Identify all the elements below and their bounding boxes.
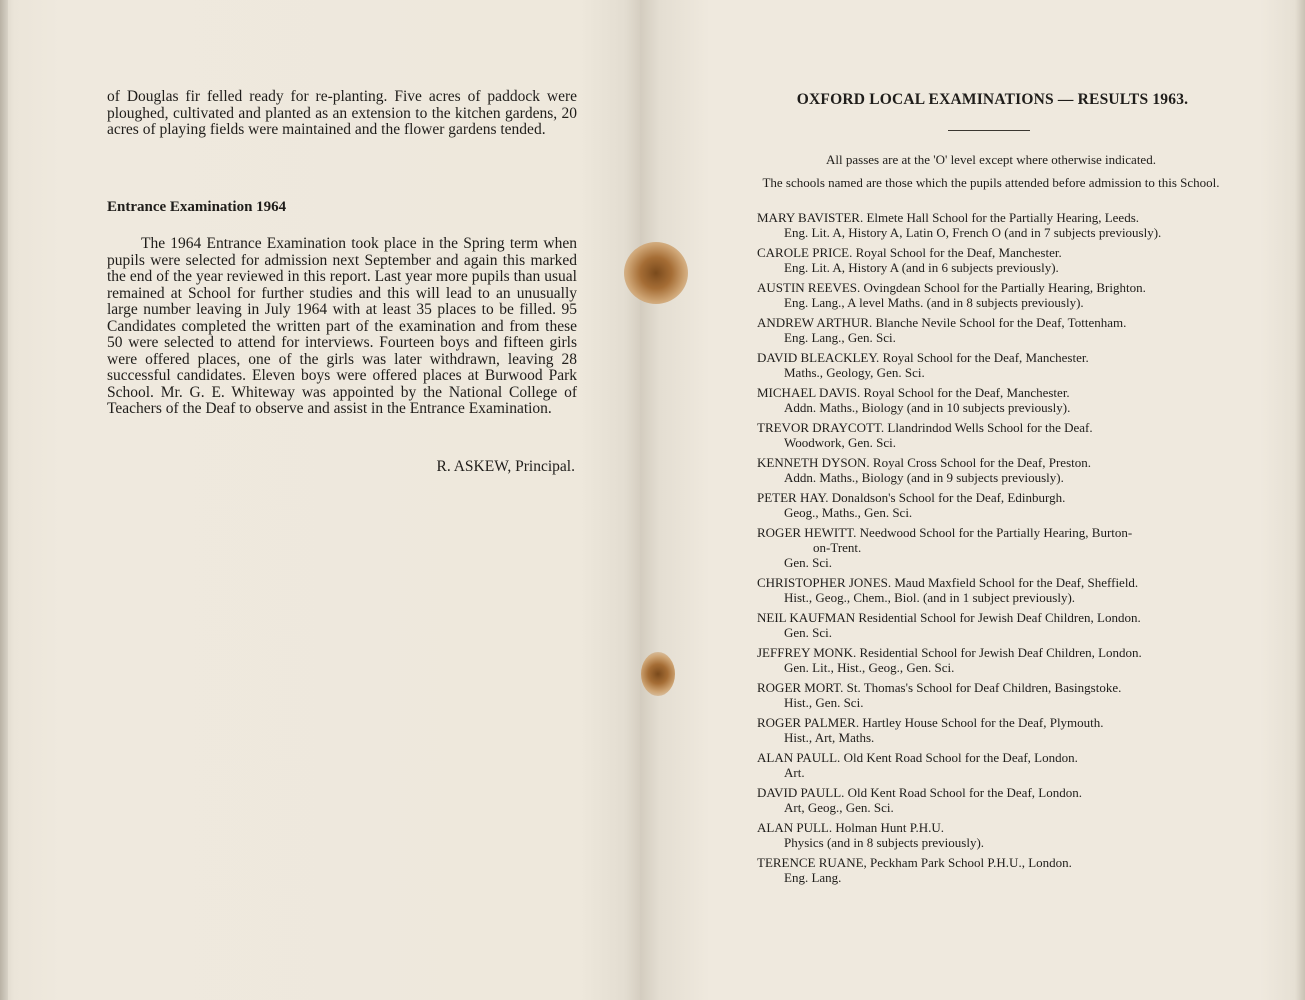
result-entry-head: [757, 575, 1229, 590]
result-entry-head: [757, 785, 1229, 800]
student-name: DAVID BLEACKLEY.: [757, 350, 880, 365]
result-entry: [757, 315, 1229, 345]
section-paragraph: The 1964 Entrance Examination took place in the Spring term when pupils were selected for admission next September and again this marked the end of the year reviewed in this report. Last year more pupils than usual remained at School for further studies and this will lead to an unusually large number leaving in July 1964 with at least 35 places to be filled. 95 Candidates completed the written part of the examination and from these 50 were selected to attend for interviews. Fourteen boys and fifteen girls were offered places, one of the girls was later withdrawn, leaving 28 successful candidates. Eleven boys were offered places at Burwood Park School. Mr. G. E. Whiteway was appointed by the National College of Teachers of the Deaf to observe and assist in the Entrance Examination.: [107, 235, 577, 417]
student-name: DAVID PAULL.: [757, 785, 845, 800]
student-name: ROGER PALMER.: [757, 715, 860, 730]
subjects-passed: Eng. Lang.: [784, 870, 842, 885]
school-name: Royal School for the Deaf, Manchester.: [882, 350, 1089, 365]
result-entry: [757, 785, 1229, 815]
student-name: AUSTIN REEVES.: [757, 280, 861, 295]
subjects-passed: Addn. Maths., Biology (and in 10 subjects previously).: [784, 400, 1071, 415]
result-entry: [757, 280, 1229, 310]
student-name: CHRISTOPHER JONES.: [757, 575, 892, 590]
subjects-passed: Geog., Maths., Gen. Sci.: [784, 505, 913, 520]
results-note-schools: The schools named are those which the pupils attended before admission to this School.: [762, 175, 1220, 190]
results-list: [757, 210, 1229, 890]
result-entry: [757, 820, 1229, 850]
result-entry: [757, 420, 1229, 450]
result-entry-head: [757, 750, 1229, 765]
school-name: Residential School for Jewish Deaf Children, London.: [858, 610, 1141, 625]
school-name: Royal School for the Deaf, Manchester.: [863, 385, 1070, 400]
student-name: ALAN PULL.: [757, 820, 833, 835]
subjects-passed: Eng. Lit. A, History A (and in 6 subjects previously).: [784, 260, 1059, 275]
student-name: TREVOR DRAYCOTT.: [757, 420, 885, 435]
student-name: PETER HAY.: [757, 490, 829, 505]
student-name: ANDREW ARTHUR.: [757, 315, 873, 330]
page-edge: [0, 0, 8, 1000]
principal-signature: R. ASKEW, Principal.: [436, 458, 575, 475]
result-entry-head: [757, 490, 1229, 505]
subjects-passed: Gen. Sci.: [784, 625, 833, 640]
result-entry-head: [757, 210, 1229, 225]
result-entry-head: [757, 820, 1229, 835]
subjects-passed: Hist., Gen. Sci.: [784, 695, 864, 710]
student-name: ROGER MORT.: [757, 680, 844, 695]
result-entry-head: [757, 385, 1229, 400]
school-name: Maud Maxfield School for the Deaf, Sheffield.: [894, 575, 1139, 590]
result-entry-head: [757, 680, 1229, 695]
subjects-passed: Maths., Geology, Gen. Sci.: [784, 365, 925, 380]
result-entry: [757, 245, 1229, 275]
school-name: Royal School for the Deaf, Manchester.: [855, 245, 1062, 260]
subjects-passed: Physics (and in 8 subjects previously).: [784, 835, 985, 850]
school-name: Donaldson's School for the Deaf, Edinburgh.: [831, 490, 1066, 505]
student-name: KENNETH DYSON.: [757, 455, 870, 470]
student-name: NEIL KAUFMAN: [757, 610, 856, 625]
result-entry: [757, 575, 1229, 605]
result-entry-head: [757, 645, 1229, 660]
result-entry: [757, 455, 1229, 485]
subjects-passed: Hist., Geog., Chem., Biol. (and in 1 subject previously).: [784, 590, 1076, 605]
results-title: OXFORD LOCAL EXAMINATIONS — RESULTS 1963.: [796, 91, 1189, 108]
student-name: MICHAEL DAVIS.: [757, 385, 861, 400]
school-name: Old Kent Road School for the Deaf, London.: [843, 750, 1078, 765]
result-entry-head: [757, 855, 1229, 870]
school-name: Needwood School for the Partially Hearing, Burton-: [859, 525, 1133, 540]
result-entry-head: [757, 610, 1229, 625]
student-name: ROGER HEWITT.: [757, 525, 857, 540]
result-entry: [757, 610, 1229, 640]
school-name: Elmete Hall School for the Partially Hearing, Leeds.: [866, 210, 1140, 225]
student-name: JEFFREY MONK.: [757, 645, 857, 660]
subjects-passed: Gen. Lit., Hist., Geog., Gen. Sci.: [784, 660, 955, 675]
subjects-passed: Art, Geog., Gen. Sci.: [784, 800, 894, 815]
student-name: TERENCE RUANE,: [757, 855, 867, 870]
subjects-passed: Gen. Sci.: [784, 555, 833, 570]
result-entry: [757, 680, 1229, 710]
school-name: Peckham Park School P.H.U., London.: [870, 855, 1072, 870]
subjects-passed: Hist., Art, Maths.: [784, 730, 875, 745]
result-entry: [757, 645, 1229, 675]
intro-paragraph: of Douglas fir felled ready for re-planting. Five acres of paddock were ploughed, cultivated and planted as an extension to the kitchen gardens, 20 acres of playing fields were maintained and the flower gardens tended.: [107, 88, 577, 138]
result-entry-head: [757, 525, 1229, 555]
school-name: Hartley House School for the Deaf, Plymouth.: [862, 715, 1104, 730]
result-entry-head: [757, 715, 1229, 730]
result-entry-head: [757, 315, 1229, 330]
stain-mark-upper: [624, 242, 688, 304]
school-name: Old Kent Road School for the Deaf, London.: [847, 785, 1082, 800]
stain-mark-lower: [641, 652, 675, 696]
result-entry-head: [757, 455, 1229, 470]
subjects-passed: Addn. Maths., Biology (and in 9 subjects previously).: [784, 470, 1064, 485]
result-entry-head: [757, 420, 1229, 435]
school-name-continued: on-Trent.: [813, 540, 862, 555]
result-entry: [757, 855, 1229, 885]
subjects-passed: Eng. Lang., A level Maths. (and in 8 subjects previously).: [784, 295, 1084, 310]
school-name: Holman Hunt P.H.U.: [835, 820, 945, 835]
student-name: MARY BAVISTER.: [757, 210, 864, 225]
result-entry: [757, 490, 1229, 520]
result-entry: [757, 715, 1229, 745]
section-heading: Entrance Examination 1964: [107, 199, 287, 215]
subjects-passed: Art.: [784, 765, 805, 780]
result-entry: [757, 210, 1229, 240]
result-entry-head: [757, 245, 1229, 260]
title-divider: [948, 130, 1030, 131]
school-name: St. Thomas's School for Deaf Children, Basingstoke.: [846, 680, 1122, 695]
subjects-passed: Eng. Lit. A, History A, Latin O, French O (and in 7 subjects previously).: [784, 225, 1162, 240]
school-name: Llandrindod Wells School for the Deaf.: [887, 420, 1093, 435]
left-page: [0, 0, 640, 1000]
results-note-levels: All passes are at the 'O' level except where otherwise indicated.: [826, 152, 1156, 167]
school-name: Blanche Nevile School for the Deaf, Tottenham.: [875, 315, 1127, 330]
result-entry-head: [757, 280, 1229, 295]
student-name: ALAN PAULL.: [757, 750, 841, 765]
school-name: Ovingdean School for the Partially Hearing, Brighton.: [863, 280, 1146, 295]
result-entry: [757, 525, 1229, 570]
subjects-passed: Woodwork, Gen. Sci.: [784, 435, 896, 450]
result-entry: [757, 750, 1229, 780]
result-entry: [757, 350, 1229, 380]
school-name: Royal Cross School for the Deaf, Preston.: [872, 455, 1092, 470]
school-name: Residential School for Jewish Deaf Children, London.: [859, 645, 1142, 660]
result-entry: [757, 385, 1229, 415]
result-entry-head: [757, 350, 1229, 365]
subjects-passed: Eng. Lang., Gen. Sci.: [784, 330, 896, 345]
student-name: CAROLE PRICE.: [757, 245, 853, 260]
